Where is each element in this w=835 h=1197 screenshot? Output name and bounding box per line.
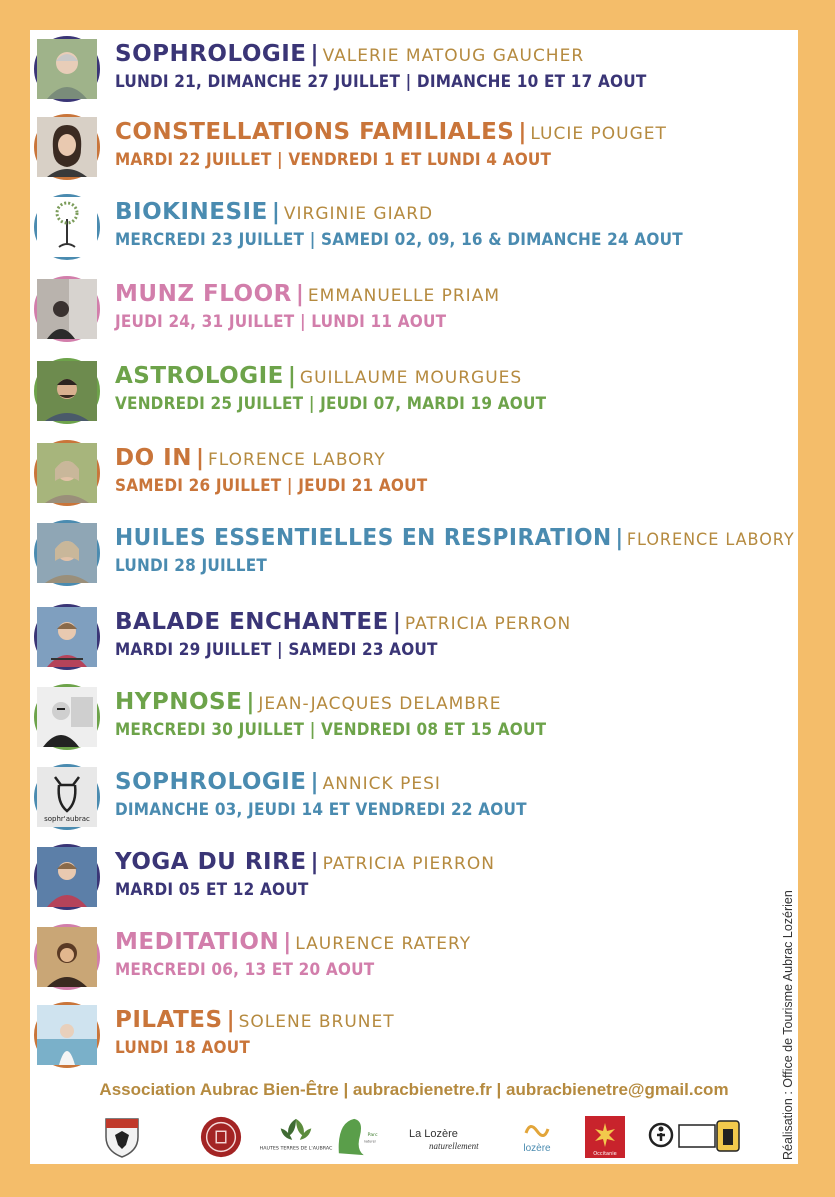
hautes-terres-logo	[259, 1115, 333, 1159]
event-title-line	[115, 689, 501, 715]
event-row	[34, 684, 794, 758]
accessibility-icon	[647, 1115, 675, 1159]
separator: |	[615, 526, 624, 551]
event-title-line	[115, 119, 667, 145]
lozere-logo	[514, 1115, 560, 1159]
event-title-line	[115, 1007, 395, 1033]
instructor-name: VIRGINIE GIARD	[283, 204, 434, 224]
svg-text:sophr'aubrac: sophr'aubrac	[44, 815, 90, 823]
event-title-line	[115, 199, 433, 225]
event-row	[34, 276, 794, 350]
event-dates: LUNDI 18 AOUT	[115, 1038, 250, 1058]
avatar	[34, 276, 100, 342]
activity-name: DO IN	[115, 445, 192, 471]
instructor-name: FLORENCE LABORY	[626, 530, 795, 550]
svg-text:HAUTES TERRES DE L'AUBRAC: HAUTES TERRES DE L'AUBRAC	[259, 1146, 333, 1152]
avatar	[34, 114, 100, 180]
svg-text:Parc: Parc	[367, 1133, 378, 1139]
event-title-line	[115, 41, 584, 67]
event-dates: MARDI 05 ET 12 AOUT	[115, 880, 309, 900]
separator: |	[271, 200, 280, 225]
event-dates: MARDI 29 JUILLET | SAMEDI 23 AOUT	[115, 640, 438, 660]
instructor-name: PATRICIA PIERRON	[322, 854, 495, 874]
instructor-name: JEAN-JACQUES DELAMBRE	[258, 694, 502, 714]
separator: |	[283, 930, 292, 955]
event-row	[34, 924, 794, 998]
event-row	[34, 114, 794, 188]
seal-logo	[198, 1115, 244, 1159]
activity-name: BIOKINESIE	[115, 199, 268, 225]
svg-text:La Lozère: La Lozère	[409, 1128, 458, 1140]
event-row	[34, 440, 794, 514]
svg-text:Occitanie: Occitanie	[593, 1151, 617, 1157]
partner-logos	[102, 1115, 722, 1165]
contact-line[interactable]: Association Aubrac Bien-Être | aubracbienetre.fr | aubracbienetre@gmail.com	[99, 1080, 729, 1099]
separator: |	[246, 690, 255, 715]
activity-name: SOPHROLOGIE	[115, 41, 307, 67]
avatar	[34, 684, 100, 750]
activity-name: SOPHROLOGIE	[115, 769, 307, 795]
separator: |	[195, 446, 205, 471]
coat-of-arms-logo	[102, 1115, 142, 1159]
event-row	[34, 358, 794, 432]
event-dates: JEUDI 24, 31 JUILLET | LUNDI 11 AOUT	[115, 312, 447, 332]
activity-name: ASTROLOGIE	[115, 363, 284, 389]
instructor-name: PATRICIA PERRON	[404, 614, 572, 634]
event-dates: SAMEDI 26 JUILLET | JEUDI 21 AOUT	[115, 476, 428, 496]
instructor-name: EMMANUELLE PRIAM	[307, 286, 500, 306]
svg-text:lozère: lozère	[523, 1143, 551, 1154]
activity-name: CONSTELLATIONS FAMILIALES	[115, 119, 515, 145]
event-dates: MERCREDI 23 JUILLET | SAMEDI 02, 09, 16 & DIMANCHE 24 AOUT	[115, 230, 683, 250]
avatar	[34, 194, 100, 260]
event-row	[34, 764, 794, 838]
avatar	[34, 440, 100, 506]
separator: |	[310, 770, 319, 795]
event-row	[34, 194, 794, 268]
credit-text: Réalisation : Office de Tourisme Aubrac Lozérien	[781, 890, 795, 1160]
credit-vertical	[781, 820, 801, 1160]
event-title-line	[115, 849, 495, 875]
event-row	[34, 1002, 794, 1076]
lozere-naturellement-logo	[407, 1115, 499, 1159]
event-title-line	[115, 929, 471, 955]
event-dates: MARDI 22 JUILLET | VENDREDI 1 ET LUNDI 4 AOUT	[115, 150, 552, 170]
event-dates: MERCREDI 30 JUILLET | VENDREDI 08 ET 15 AOUT	[115, 720, 547, 740]
activity-name: PILATES	[115, 1007, 223, 1033]
instructor-name: GUILLAUME MOURGUES	[299, 368, 523, 388]
activity-name: YOGA DU RIRE	[115, 849, 307, 875]
avatar	[34, 604, 100, 670]
separator: |	[392, 610, 401, 635]
separator: |	[295, 282, 304, 307]
instructor-name: SOLENE BRUNET	[238, 1012, 395, 1032]
event-title-line	[115, 445, 386, 471]
avatar	[34, 1002, 100, 1068]
instructor-name: ANNICK PESI	[322, 774, 441, 794]
activity-name: MUNZ FLOOR	[115, 281, 292, 307]
avatar	[34, 358, 100, 424]
instructor-name: LAURENCE RATERY	[295, 934, 472, 954]
separator: |	[518, 120, 527, 145]
activity-name: MEDITATION	[115, 929, 280, 955]
svg-text:naturel: naturel	[363, 1139, 376, 1144]
avatar	[34, 924, 100, 990]
activity-name: HYPNOSE	[115, 689, 243, 715]
event-row	[34, 36, 794, 110]
event-title-line	[115, 609, 571, 635]
svg-text:naturellement: naturellement	[429, 1141, 479, 1151]
event-dates: MERCREDI 06, 13 ET 20 AOUT	[115, 960, 375, 980]
label-badges-icon	[677, 1115, 741, 1159]
event-dates: DIMANCHE 03, JEUDI 14 ET VENDREDI 22 AOUT	[115, 800, 527, 820]
event-title-line	[115, 363, 522, 389]
event-dates: VENDREDI 25 JUILLET | JEUDI 07, MARDI 19 AOUT	[115, 394, 547, 414]
avatar	[34, 844, 100, 910]
avatar	[34, 764, 100, 830]
event-dates: LUNDI 28 JUILLET	[115, 556, 268, 576]
separator: |	[287, 364, 296, 389]
activity-name: HUILES ESSENTIELLES EN RESPIRATION	[115, 525, 612, 551]
event-row	[34, 520, 794, 594]
separator: |	[310, 850, 319, 875]
event-row	[34, 844, 794, 918]
instructor-name: FLORENCE LABORY	[208, 450, 386, 470]
separator: |	[310, 42, 319, 67]
instructor-name: LUCIE POUGET	[530, 124, 667, 144]
event-title-line	[115, 281, 500, 307]
occitanie-logo	[584, 1115, 626, 1159]
activity-name: BALADE ENCHANTEE	[115, 609, 389, 635]
avatar	[34, 520, 100, 586]
instructor-name: VALERIE MATOUG GAUCHER	[322, 46, 585, 66]
event-dates: LUNDI 21, DIMANCHE 27 JUILLET | DIMANCHE 10 ET 17 AOUT	[115, 72, 647, 92]
event-title-line	[115, 769, 441, 795]
separator: |	[226, 1008, 235, 1033]
avatar	[34, 36, 100, 102]
event-row	[34, 604, 794, 678]
program-card	[30, 30, 798, 1164]
parc-aubrac-logo	[334, 1115, 382, 1159]
event-title-line	[115, 525, 795, 551]
